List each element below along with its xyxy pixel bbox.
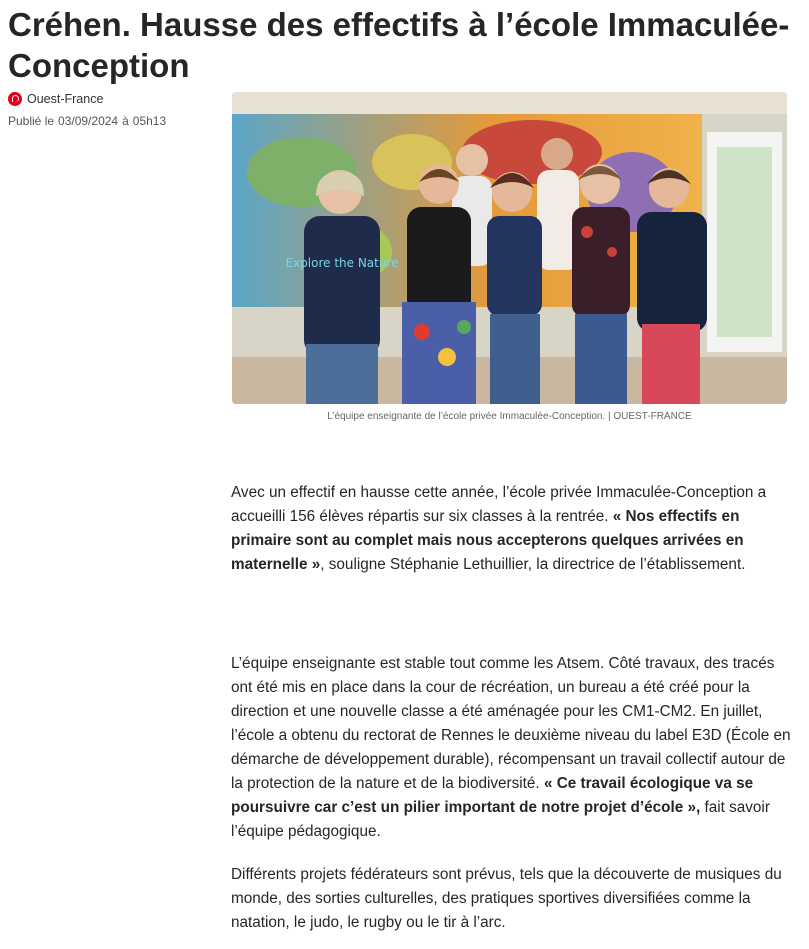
p2-text-b: fait savoir l’équipe pédagogique.: [231, 799, 770, 840]
p2-text-a: L’équipe enseignante est stable tout comme les Atsem. Côté travaux, des tracés ont été mis en place dans la cour de récréation, un bureau a été créé pour la direction et une nouvelle classe a été aménagée pour les CM1-CM2. En juillet, l’école a obtenu du rectorat de Rennes le deuxième niveau du label E3D (École en démarche de développement durable), récompensant un travail collectif autour de la protection de la nature et de la biodiversité.: [231, 655, 791, 792]
published-prefix: Publié le: [8, 114, 55, 128]
published-sep: à: [122, 114, 129, 128]
source-name[interactable]: Ouest-France: [27, 92, 104, 106]
p1-text-b: , souligne Stéphanie Lethuillier, la directrice de l’établissement.: [320, 556, 746, 573]
shirt-print: Explore the Nature: [285, 256, 399, 270]
p1-text-a: Avec un effectif en hausse cette année, l’école privée Immaculée-Conception a accueilli 156 élèves répartis sur six classes à la rentrée.: [231, 484, 767, 525]
article-title: Créhen. Hausse des effectifs à l’école Immaculée-Conception: [8, 6, 790, 84]
paragraph-1: [231, 481, 791, 577]
photo-caption: L’équipe enseignante de l’école privée Immaculée-Conception. | OUEST-FRANCE: [327, 411, 692, 422]
publish-date: [8, 114, 170, 128]
ouest-france-logo-icon: [8, 92, 22, 106]
photo-illustration: [232, 92, 787, 404]
published-time: 05h13: [132, 114, 167, 128]
article-photo[interactable]: [232, 92, 787, 404]
p1-quote: « Nos effectifs en primaire sont au complet mais nous accepterons quelques arrivées en maternelle »: [231, 508, 744, 573]
paragraph-2: [231, 652, 791, 844]
paragraph-3: Différents projets fédérateurs sont prévus, tels que la découverte de musiques du monde, des sorties culturelles, des pratiques sportives diversifiées comme la natation, le judo, le rugby ou le tir à l’arc.: [231, 866, 782, 931]
p2-quote: « Ce travail écologique va se poursuivre car c’est un pilier important de notre projet d’école »,: [231, 775, 754, 816]
source-line[interactable]: [8, 92, 103, 106]
published-date: 03/09/2024: [58, 114, 119, 128]
